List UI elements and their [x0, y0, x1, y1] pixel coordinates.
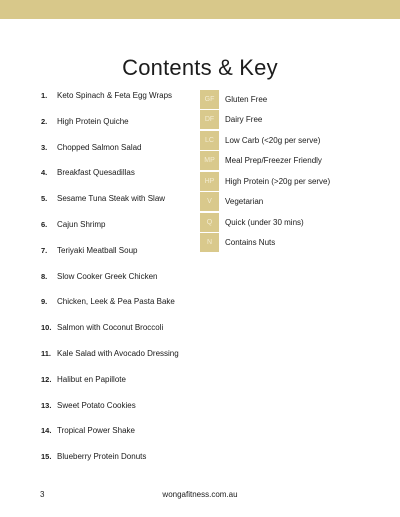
item-number: 2. — [41, 116, 48, 126]
recipe-name: Cajun Shrimp — [57, 219, 106, 229]
contents-item — [41, 220, 211, 246]
item-number: 9. — [41, 297, 48, 307]
item-number: 6. — [41, 219, 48, 229]
contents-item — [41, 246, 211, 272]
item-number: 4. — [41, 168, 48, 178]
recipe-name: Chicken, Leek & Pea Pasta Bake — [57, 297, 175, 307]
contents-item — [41, 91, 211, 117]
item-number: 7. — [41, 245, 48, 255]
key-row-contains-nuts — [200, 233, 380, 254]
key-legend — [200, 89, 380, 253]
contents-item — [41, 323, 211, 349]
recipe-name: High Protein Quiche — [57, 116, 129, 126]
contents-item — [41, 426, 211, 452]
contents-list — [41, 91, 211, 478]
recipe-name: Blueberry Protein Donuts — [57, 452, 147, 462]
item-number: 12. — [41, 374, 52, 384]
contents-item — [41, 194, 211, 220]
key-badge: GF — [200, 90, 219, 109]
key-row-meal-prep — [200, 151, 380, 172]
contents-item — [41, 452, 211, 478]
key-label: Contains Nuts — [225, 238, 276, 248]
item-number: 10. — [41, 323, 52, 333]
contents-item — [41, 375, 211, 401]
recipe-name: Chopped Salmon Salad — [57, 142, 142, 152]
item-number: 8. — [41, 271, 48, 281]
key-label: Meal Prep/Freezer Friendly — [225, 156, 322, 166]
item-number: 3. — [41, 142, 48, 152]
recipe-name: Halibut en Papillote — [57, 374, 126, 384]
recipe-name: Sweet Potato Cookies — [57, 400, 136, 410]
item-number: 5. — [41, 194, 48, 204]
recipe-name: Kale Salad with Avocado Dressing — [57, 348, 179, 358]
website-footer-text: wongafitness.com.au — [162, 490, 238, 499]
header-color-band — [0, 0, 400, 19]
key-row-quick — [200, 212, 380, 233]
key-label: Low Carb (<20g per serve) — [225, 135, 321, 145]
key-row-gluten-free — [200, 89, 380, 110]
recipe-name: Salmon with Coconut Broccoli — [57, 323, 164, 333]
key-badge: N — [200, 233, 219, 252]
contents-item — [41, 117, 211, 143]
contents-item — [41, 272, 211, 298]
key-row-dairy-free — [200, 110, 380, 131]
item-number: 14. — [41, 426, 52, 436]
item-number: 13. — [41, 400, 52, 410]
page-title: Contents & Key — [122, 54, 278, 80]
key-row-low-carb — [200, 130, 380, 151]
key-label: Gluten Free — [225, 94, 268, 104]
key-label: Quick (under 30 mins) — [225, 217, 304, 227]
key-label: High Protein (>20g per serve) — [225, 176, 331, 186]
recipe-name: Slow Cooker Greek Chicken — [57, 271, 158, 281]
recipe-name: Keto Spinach & Feta Egg Wraps — [57, 91, 173, 100]
contents-item — [41, 349, 211, 375]
key-badge: V — [200, 192, 219, 211]
item-number: 1. — [41, 91, 48, 100]
key-row-high-protein — [200, 171, 380, 192]
contents-item — [41, 168, 211, 194]
key-badge: LC — [200, 131, 219, 150]
recipe-name: Breakfast Quesadillas — [57, 168, 135, 178]
contents-item — [41, 401, 211, 427]
contents-item — [41, 297, 211, 323]
key-badge: MP — [200, 151, 219, 170]
key-badge: Q — [200, 213, 219, 232]
key-label: Dairy Free — [225, 115, 263, 125]
recipe-name: Tropical Power Shake — [57, 426, 135, 436]
key-badge: HP — [200, 172, 219, 191]
key-row-vegetarian — [200, 192, 380, 213]
recipe-name: Sesame Tuna Steak with Slaw — [57, 194, 166, 204]
contents-item — [41, 143, 211, 169]
page-number: 3 — [40, 490, 45, 499]
key-label: Vegetarian — [225, 197, 264, 207]
recipe-name: Teriyaki Meatball Soup — [57, 245, 138, 255]
key-badge: DF — [200, 110, 219, 129]
item-number: 15. — [41, 452, 52, 462]
item-number: 11. — [41, 348, 52, 358]
